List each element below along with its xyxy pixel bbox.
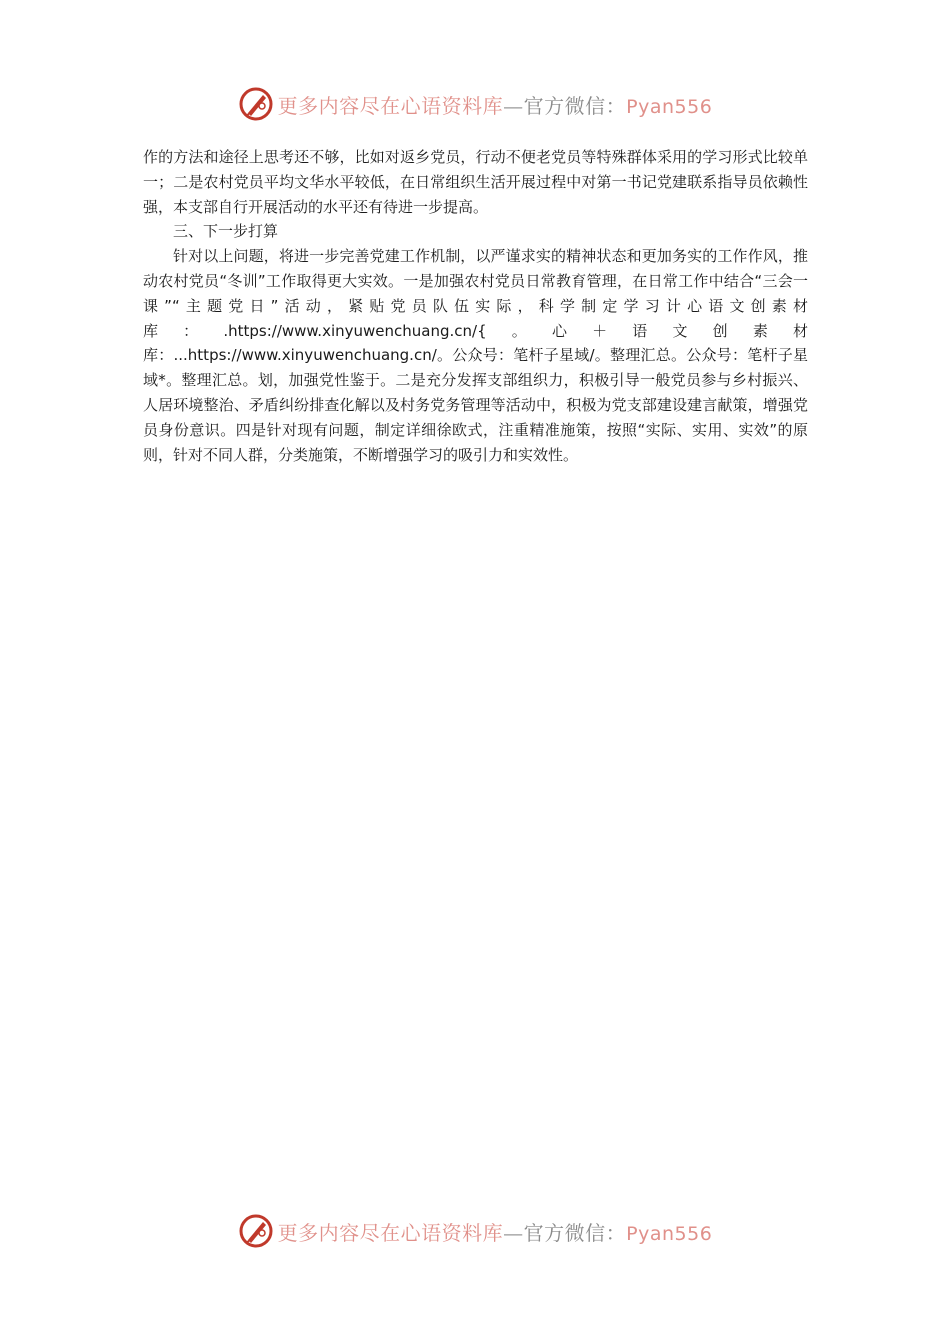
- header-banner-dash: —: [503, 93, 524, 118]
- quill-pen-logo-icon: [238, 86, 274, 122]
- footer-banner-id: Pyan556: [626, 1222, 713, 1245]
- header-banner-wechat: 官方微信：: [523, 93, 627, 118]
- header-banner-main: 更多内容尽在心语资料库: [277, 93, 504, 118]
- footer-banner-wechat: 官方微信：: [523, 1220, 627, 1245]
- paragraph-continued: 作的方法和途径上思考还不够，比如对返乡党员，行动不便老党员等特殊群体采用的学习形式比较单一；二是农村党员平均文华水平较低，在日常组织生活开展过程中对第一书记党建联系指导员依赖性强，本支部自行开展活动的水平还有待进一步提高。: [143, 148, 808, 216]
- header-banner: [0, 82, 950, 126]
- header-banner-id: Pyan556: [626, 95, 713, 118]
- header-banner-text: [278, 90, 713, 119]
- document-body: [143, 145, 808, 467]
- paragraph-next-steps: 针对以上问题，将进一步完善党建工作机制，以严谨求实的精神状态和更加务实的工作作风，推动农村党员“冬训”工作取得更大实效。一是加强农村党员日常教育管理，在日常工作中结合“三会一课”“主题党日”活动，紧贴党员队伍实际，科学制定学习计心语文创素材库：.https://www.xinyuwenchuang.cn/{。心＋语文创素材库：...https://www.xinyuwenchuang.cn/。公众号：笔杆子星域/。整理汇总。公众号：笔杆子星域*。整理汇总。划，加强党性鉴于。二是充分发挥支部组织力，积极引导一般党员参与乡村振兴、人居环境整治、矛盾纠纷排查化解以及村务党务管理等活动中，积极为党支部建设建言献策，增强党员身份意识。四是针对现有问题，制定详细徐欧式，注重精准施策，按照“实际、实用、实效”的原则，针对不同人群，分类施策，不断增强学习的吸引力和实效性。: [143, 247, 808, 464]
- footer-banner-main: 更多内容尽在心语资料库: [277, 1220, 504, 1245]
- footer-banner: [0, 1209, 950, 1253]
- footer-banner-text: [278, 1217, 713, 1246]
- section-heading: 三、下一步打算: [173, 222, 279, 241]
- quill-pen-logo-icon: [238, 1213, 274, 1249]
- footer-banner-dash: —: [503, 1220, 524, 1245]
